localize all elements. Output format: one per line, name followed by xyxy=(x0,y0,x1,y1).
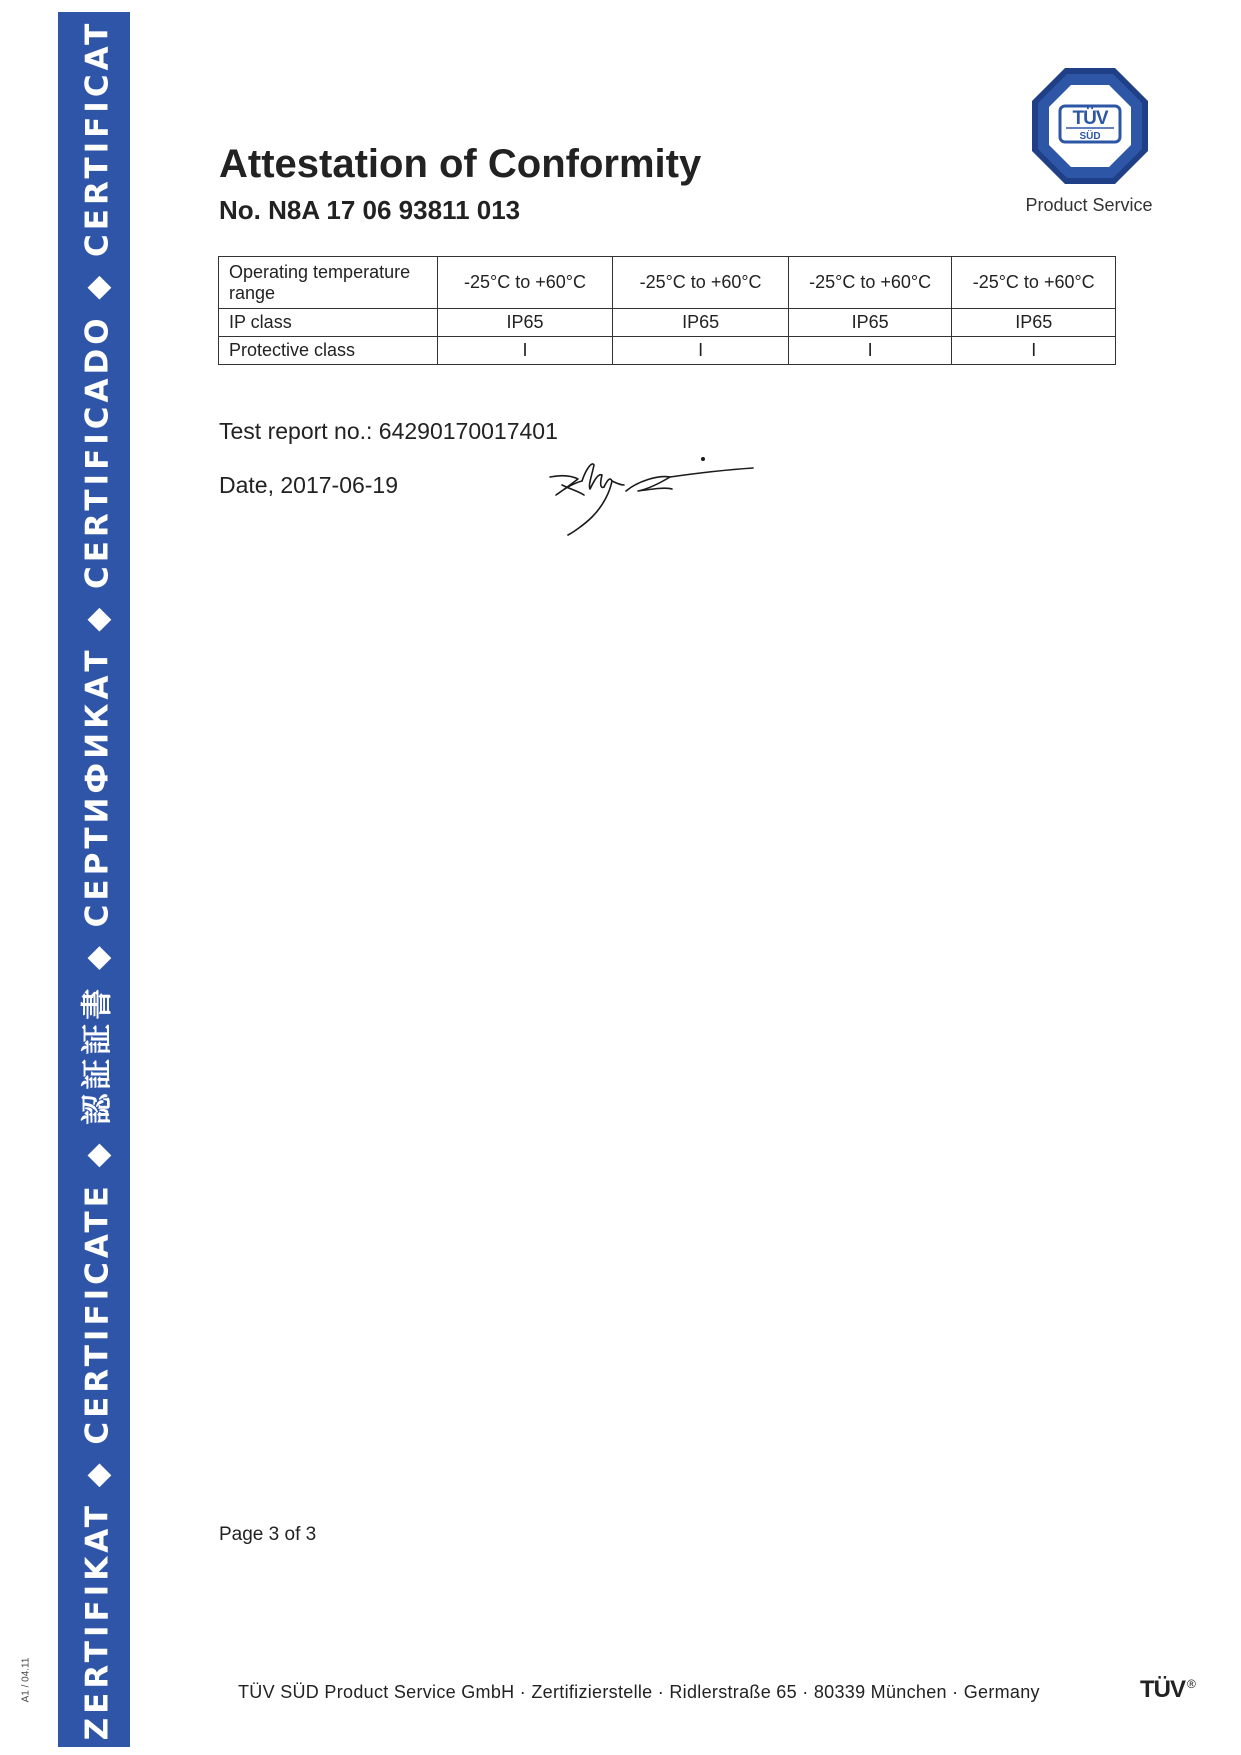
svg-text:TÜV: TÜV xyxy=(1072,108,1108,129)
table-cell: IP65 xyxy=(952,309,1116,337)
table-cell: -25°C to +60°C xyxy=(952,257,1116,309)
issue-date: Date, 2017-06-19 xyxy=(219,472,399,498)
table-cell: I xyxy=(788,337,952,365)
table-cell: IP65 xyxy=(613,309,789,337)
form-code-text: A1 / 04.11 xyxy=(20,1657,32,1703)
table-cell: I xyxy=(613,337,789,365)
footer-tuv-logo xyxy=(1140,1676,1195,1704)
table-row xyxy=(219,337,1116,365)
table-cell: IP65 xyxy=(788,309,952,337)
table-cell: IP65 xyxy=(437,309,613,337)
logo-caption: Product Service xyxy=(1025,195,1153,215)
sidebar-certificate-text: ZERTIFIKAT ◆ CERTIFICATE ◆ 認証証書 ◆ СЕРТИФИКАТ ◆ CERTIFICADO ◆ CERTIFICAT xyxy=(79,19,116,1740)
table-cell: -25°C to +60°C xyxy=(788,257,952,309)
registered-mark: ® xyxy=(1187,1677,1195,1691)
table-cell: I xyxy=(437,337,613,365)
footer-address: TÜV SÜD Product Service GmbH · Zertifizierstelle · Ridlerstraße 65 · 80339 München · Germany xyxy=(238,1682,1040,1702)
signature-image xyxy=(548,455,758,540)
footer-logo-text: TÜV xyxy=(1140,1676,1185,1703)
table-cell: -25°C to +60°C xyxy=(437,257,613,309)
row-label: IP class xyxy=(219,309,438,337)
page-number: Page 3 of 3 xyxy=(219,1524,317,1545)
svg-text:SÜD: SÜD xyxy=(1079,131,1101,142)
certificate-number: No. N8A 17 06 93811 013 xyxy=(219,195,521,225)
table-cell: I xyxy=(952,337,1116,365)
tuv-sud-logo xyxy=(1030,66,1150,186)
form-code xyxy=(10,1657,42,1703)
row-label: Operating temperature range xyxy=(219,257,438,309)
row-label: Protective class xyxy=(219,337,438,365)
table-row xyxy=(219,257,1116,309)
table-cell: -25°C to +60°C xyxy=(613,257,789,309)
certificate-sidebar-band xyxy=(58,12,130,1747)
specification-table xyxy=(218,256,1116,365)
document-title: Attestation of Conformity xyxy=(219,142,702,186)
test-report-number: Test report no.: 64290170017401 xyxy=(219,418,558,444)
table-row xyxy=(219,309,1116,337)
